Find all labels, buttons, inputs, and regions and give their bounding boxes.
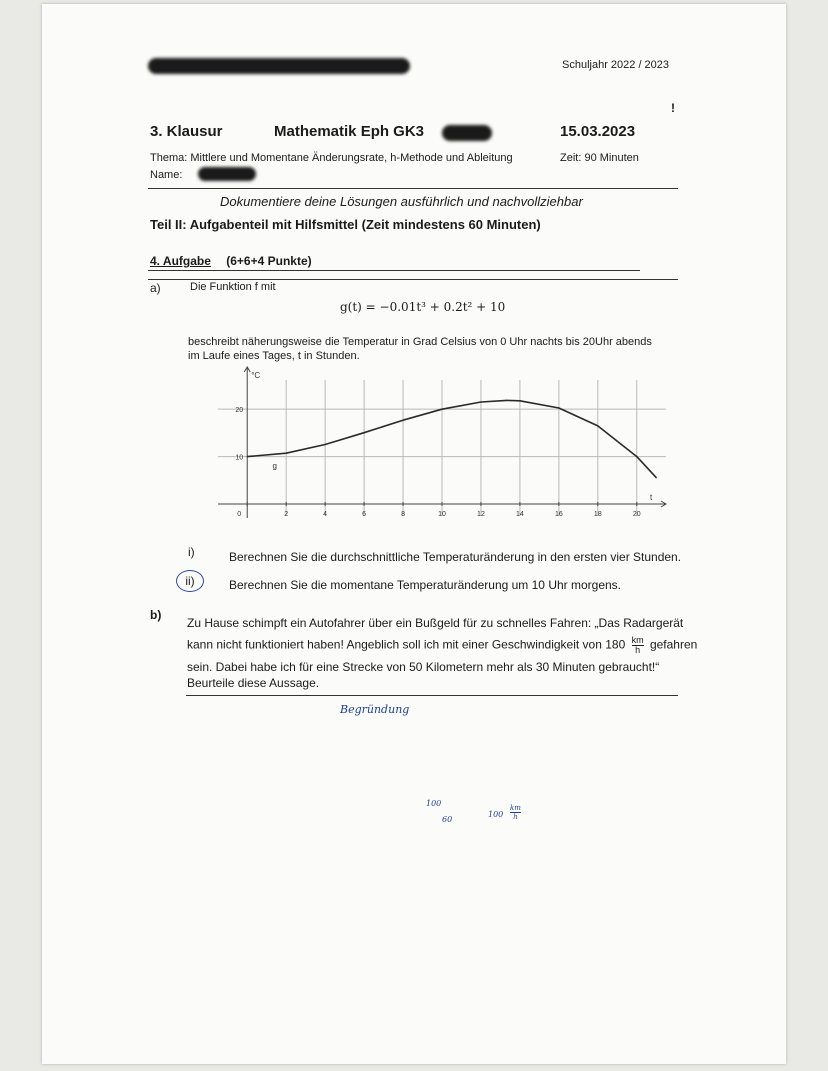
task-title <box>150 254 312 268</box>
instructions: Dokumentiere deine Lösungen ausführlich und nachvollziehbar <box>220 194 583 209</box>
exam-time: Zeit: 90 Minuten <box>560 152 639 164</box>
subtask-ii-label <box>176 570 204 592</box>
speed-unit-h: h <box>635 645 641 655</box>
exam-date: 15.03.2023 <box>560 123 636 140</box>
part-b-line-1: Zu Hause schimpft ein Autofahrer über ein Bußgeld für zu schnelles Fahren: „Das Radargerät <box>187 616 684 630</box>
x-tick-label-16: 16 <box>554 511 563 518</box>
header-rule <box>148 188 678 189</box>
task-rule-2 <box>148 279 678 280</box>
description-line-2: im Laufe eines Tages, t in Stunden. <box>188 350 360 362</box>
curve-point-4 <box>402 420 403 421</box>
part-b-line-3: sein. Dabei habe ich für eine Strecke von 50 Kilometern mehr als 30 Minuten gebraucht!“ <box>187 660 660 674</box>
y-axis-label: °C <box>251 371 261 380</box>
curve-point-6 <box>480 401 481 402</box>
handwritten-number-1: 100 <box>426 799 442 808</box>
part-b-line-4: Beurteile diese Aussage. <box>187 676 320 690</box>
x-tick-label-0: 0 <box>237 511 242 518</box>
subtask-ii-label-text: ii) <box>185 574 195 588</box>
school-year: Schuljahr 2022 / 2023 <box>562 59 670 71</box>
part-a-intro: Die Funktion f mit <box>190 281 276 293</box>
y-tick-label-10: 10 <box>235 454 244 462</box>
subtask-i-label: i) <box>188 545 195 559</box>
speed-unit-km: km <box>631 635 644 645</box>
x-tick-label-12: 12 <box>477 511 485 518</box>
exam-topic: Thema: Mittlere und Momentane Änderungsrate, h-Methode und Ableitung <box>150 152 513 164</box>
temperature-chart <box>190 364 670 534</box>
speed-unit-fraction <box>632 636 644 655</box>
task-points: (6+6+4 Punkte) <box>226 254 312 268</box>
x-tick-label-8: 8 <box>401 511 405 518</box>
part-b-line-2-pre: kann nicht funktioniert haben! Angeblich soll ich mit einer Geschwindigkeit von 180 <box>187 637 626 652</box>
curve-point-3 <box>363 432 364 433</box>
part-b-label: b) <box>150 608 162 622</box>
handwritten-fraction <box>510 804 521 821</box>
handwritten-fraction-den: h <box>513 813 518 821</box>
function-formula: g(t) = −0.01t³ + 0.2t² + 10 <box>340 300 506 314</box>
task-number: 4. Aufgabe <box>150 254 211 268</box>
exam-number: 3. Klausur <box>150 123 223 140</box>
part-b-line-2 <box>187 636 697 655</box>
redacted-name <box>198 167 256 181</box>
x-axis-label: t <box>650 493 653 502</box>
redacted-course <box>442 125 492 141</box>
description-line-1: beschreibt näherungsweise die Temperatur in Grad Celsius von 0 Uhr nachts bis 20Uhr abends <box>188 336 652 348</box>
x-tick-label-6: 6 <box>362 511 367 518</box>
curve-point-12 <box>656 477 657 478</box>
curve-point-1 <box>286 453 287 454</box>
part-title: Teil II: Aufgabenteil mit Hilfsmittel (Zeit mindestens 60 Minuten) <box>150 217 541 232</box>
curve-point-10 <box>597 425 598 426</box>
part-b-line-2-post: gefahren <box>649 637 698 652</box>
curve-point-8 <box>519 400 520 401</box>
handwritten-fraction-num: km <box>510 804 521 812</box>
handwritten-number-3: 100 <box>488 810 504 819</box>
task-rule-1 <box>148 270 640 271</box>
x-tick-label-10: 10 <box>438 511 446 518</box>
x-tick-label-2: 2 <box>284 511 289 518</box>
curve-point-2 <box>325 444 326 445</box>
x-tick-label-18: 18 <box>593 511 602 518</box>
curve-point-9 <box>558 407 559 408</box>
y-tick-label-20: 20 <box>235 407 244 415</box>
handwritten-number-2: 60 <box>442 815 453 824</box>
handwritten-word: Begründung <box>340 703 410 716</box>
curve-point-7 <box>506 400 507 401</box>
curve-point-0 <box>247 456 248 457</box>
part-b-rule <box>186 695 678 696</box>
subtask-ii-text: Berechnen Sie die momentane Temperaturänderung um 10 Uhr morgens. <box>229 578 622 592</box>
redacted-school-name <box>148 58 410 74</box>
function-curve-g <box>247 400 656 477</box>
curve-point-5 <box>441 409 442 410</box>
x-tick-label-14: 14 <box>516 511 524 518</box>
exclamation-mark: ! <box>671 101 675 115</box>
name-label: Name: <box>150 169 183 181</box>
subtask-i-text: Berechnen Sie die durchschnittliche Temperaturänderung in den ersten vier Stunden. <box>229 550 682 564</box>
x-tick-label-20: 20 <box>632 511 641 518</box>
function-label-g: g <box>272 461 277 471</box>
exam-sheet <box>42 4 786 1064</box>
part-a-label: a) <box>150 281 161 295</box>
curve-point-11 <box>636 456 637 457</box>
exam-subject: Mathematik Eph GK3 <box>274 123 425 140</box>
x-tick-label-4: 4 <box>323 511 328 518</box>
